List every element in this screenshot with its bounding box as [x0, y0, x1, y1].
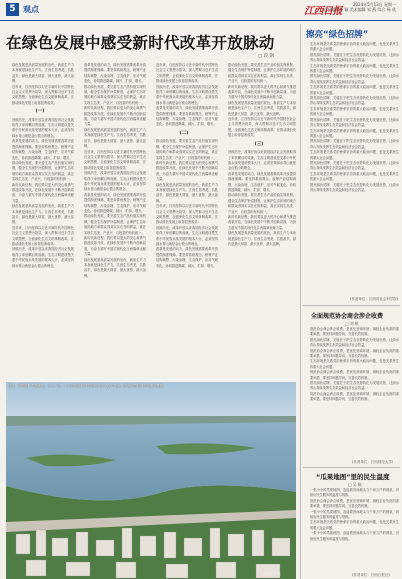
paragraph: 绿色发展是高质量发展的底色，新质生产力本身就是绿色生产力。江西生态秀美，名胜甚多，绿色是最大财富、最大优势、最大品牌。	[12, 63, 74, 84]
paragraph: 回顾历史，改革开放以来我国经济社会发展取得了举世瞩目的成就。生态文明建设是关系中华民族永续发展的根本大计，必须坚持绿水青山就是金山银山的理念。	[12, 117, 74, 138]
editor-text: 责任编辑 张 颖 美术编辑 邹 燕 综合 杨 欣	[321, 7, 396, 12]
paragraph: 近年来，江西坚持以习近平新时代中国特色社会主义思想为指导，深入贯彻习近平生态文明思想，全面深化生态文明体制改革，在推动绿色发展上取得显著成效。	[228, 117, 296, 138]
paragraph: 生态环境是关系党的使命宗旨的重大政治问题，也是关系民生的重大社会问题。	[310, 85, 399, 95]
article-column-3	[150, 63, 218, 379]
article-column-1	[6, 63, 74, 379]
right-bottom-title: “瓜果地图”里的民生温度	[316, 473, 390, 481]
paragraph: 推动绿色发展，要完善生态产品价值实现机制，健全生态保护补偿制度，让保护生态环境的地方和群众得到实实在在的利益，真正实现生态美、产业兴、百姓富的有机统一。	[84, 84, 146, 105]
paper-logo: 江西日报	[304, 6, 342, 17]
page-header	[0, 0, 402, 21]
paragraph: 擦亮绿色招牌，关键在于把生态优势转化为发展优势，让绿水青山持续发挥生态效益和经济社会效益。	[310, 160, 399, 171]
right-mid-title: 全面规范协会商会涉企收费	[311, 313, 384, 320]
paragraph: 绿色发展是高质量发展的底色，新质生产力本身就是绿色生产力。江西生态秀美，名胜甚多，绿色是最大财富、最大优势、最大品牌。	[12, 204, 74, 225]
paragraph: 回顾历史，改革开放以来我国经济社会发展取得了举世瞩目的成就。生态文明建设是关系中华民族永续发展的根本大计，必须坚持绿水青山就是金山银山的理念。	[12, 247, 74, 268]
date-line	[322, 2, 396, 12]
right-mid-byline: □ 刘 敏	[345, 321, 359, 326]
paragraph: 近年来，江西坚持以习近平新时代中国特色社会主义思想为指导，深入贯彻习近平生态文明思想，全面深化生态文明体制改革，在推动绿色发展上取得显著成效。	[156, 63, 218, 84]
paragraph: 绿色发展是高质量发展的底色，新质生产力本身就是绿色生产力。江西生态秀美，名胜甚多，绿色是最大财富、最大优势、最大品牌。	[228, 231, 296, 246]
paragraph: 推动绿色发展，要完善生态产品价值实现机制，健全生态保护补偿制度，让保护生态环境的地方和群众得到实实在在的利益，真正实现生态美、产业兴、百姓富的有机统一。	[228, 63, 296, 84]
paragraph: 回顾历史，改革开放以来我国经济社会发展取得了举世瞩目的成就。生态文明建设是关系中华民族永续发展的根本大计，必须坚持绿水青山就是金山银山的理念。	[156, 225, 218, 246]
main-byline: □ 段 钢	[258, 54, 275, 59]
article-column-2	[78, 63, 146, 379]
section-divider	[303, 305, 400, 306]
page-number: 5	[6, 3, 19, 16]
paragraph: 绿色发展是高质量发展的底色，新质生产力本身就是绿色生产力。江西生态秀美，名胜甚多，绿色是最大财富、最大优势、最大品牌。	[156, 182, 218, 203]
paragraph: 生态环境是关系党的使命宗旨的重大政治问题，也是关系民生的重大社会问题。	[310, 171, 399, 182]
paragraph: 生态环境是关系党的使命宗旨的重大政治问题，也是关系民生的重大社会问题。	[310, 42, 399, 52]
paragraph: 生态环境是关系党的使命宗旨的重大政治问题，也是关系民生的重大社会问题。	[310, 128, 399, 138]
paragraph: 改革是发展的动力，绿色发展需要改革开放提供制度保障。要坚持系统观念，统筹产业结构调整、污染治理、生态保护、应对气候变化，协同推进降碳、减污、扩绿、增长。	[156, 106, 218, 127]
paragraph: 新时代新征程，我们要以更大的决心和勇气推进改革开放，在绿色发展中不断开创新局面，为奋力谱写中国式现代化江西篇章贡献力量。	[12, 182, 74, 203]
article-column-4	[222, 63, 296, 379]
paragraph: 规范协会商会涉企收费，是优化营商环境、减轻企业负担的重要举措，要坚持问题导向，完善长效机制。	[310, 391, 399, 402]
paragraph: 擦亮绿色招牌，关键在于把生态优势转化为发展优势，让绿水青山持续发挥生态效益和经济社会效益。	[310, 96, 399, 106]
paragraph: 擦亮绿色招牌，关键在于把生态优势转化为发展优势，让绿水青山持续发挥生态效益和经济社会效益。	[310, 337, 399, 348]
paragraph: 擦亮绿色招牌，关键在于把生态优势转化为发展优势，让绿水青山持续发挥生态效益和经济社会效益。	[310, 52, 399, 63]
paragraph: 近年来，江西坚持以习近平新时代中国特色社会主义思想为指导，深入贯彻习近平生态文明思想，全面深化生态文明体制改革，在推动绿色发展上取得显著成效。	[156, 204, 218, 225]
subhead: (一)	[35, 109, 45, 115]
right-mid-body	[304, 327, 399, 457]
paragraph: 绿色发展是高质量发展的底色，新质生产力本身就是绿色生产力。江西生态秀美，名胜甚多，绿色是最大财富、最大优势、最大品牌。	[84, 127, 146, 149]
paragraph: 规范协会商会涉企收费，是优化营商环境、减轻企业负担的重要举措，要坚持问题导向，完善长效机制。	[310, 327, 399, 337]
right-top-title: 擦亮“绿色招牌”	[306, 30, 369, 40]
paragraph: 擦亮绿色招牌，关键在于把生态优势转化为发展优势，让绿水青山持续发挥生态效益和经济社会效益。	[310, 139, 399, 149]
section-divider	[303, 467, 400, 468]
photo-credit: 本报记者 摄	[262, 572, 281, 576]
paragraph: 回顾历史，改革开放以来我国经济社会发展取得了举世瞩目的成就。生态文明建设是关系中华民族永续发展的根本大计，必须坚持绿水青山就是金山银山的理念。	[156, 84, 218, 105]
paragraph: 改革是发展的动力，绿色发展需要改革开放提供制度保障。要坚持系统观念，统筹产业结构调整、污染治理、生态保护、应对气候变化，协同推进降碳、减污、扩绿、增长。	[84, 63, 146, 84]
paragraph: 推动绿色发展，要完善生态产品价值实现机制，健全生态保护补偿制度，让保护生态环境的地方和群众得到实实在在的利益，真正实现生态美、产业兴、百姓富的有机统一。	[156, 139, 218, 160]
right-bottom-byline: □ 吴 颖	[348, 482, 362, 487]
column-divider	[300, 24, 301, 579]
right-top-credit: (作者单位：江西省社会科学院)	[350, 297, 399, 301]
photo-caption: 近日，鄱阳湖畔生态秀美，水天一色，人与自然和谐共生的画面令人心旷神怡。图为航拍的城市与湖泊景观。	[8, 384, 167, 388]
paragraph: 生态环境是关系党的使命宗旨的重大政治问题，也是关系民生的重大社会问题。	[310, 106, 399, 117]
paragraph: 规范协会商会涉企收费，是优化营商环境、减轻企业负担的重要举措，要坚持问题导向，完善长效机制。	[310, 348, 399, 359]
paragraph: 推动绿色发展，要完善生态产品价值实现机制，健全生态保护补偿制度，让保护生态环境的地方和群众得到实实在在的利益，真正实现生态美、产业兴、百姓富的有机统一。	[228, 193, 296, 214]
paragraph: 推动绿色发展，要完善生态产品价值实现机制，健全生态保护补偿制度，让保护生态环境的地方和群众得到实实在在的利益，真正实现生态美、产业兴、百姓富的有机统一。	[84, 214, 146, 235]
paragraph: 生态环境是关系党的使命宗旨的重大政治问题，也是关系民生的重大社会问题。	[310, 150, 399, 160]
paragraph: 近年来，江西坚持以习近平新时代中国特色社会主义思想为指导，深入贯彻习近平生态文明思想，全面深化生态文明体制改革，在推动绿色发展上取得显著成效。	[12, 225, 74, 246]
aerial-photo	[6, 382, 296, 579]
subhead: (三)	[254, 141, 264, 147]
paragraph: 新时代新征程，我们要以更大的决心和勇气推进改革开放，在绿色发展中不断开创新局面，为奋力谱写中国式现代化江西篇章贡献力量。	[228, 84, 296, 100]
paragraph: 擦亮绿色招牌，关键在于把生态优势转化为发展优势，让绿水青山持续发挥生态效益和经济社会效益。	[310, 182, 399, 192]
section-name: 观点	[23, 5, 39, 14]
paragraph: 一张小小的瓜果地图，连接着田间地头与千家万户的餐桌，折射出民生服务的温度与细致。	[310, 509, 399, 520]
paragraph: 新时代新征程，我们要以更大的决心和勇气推进改革开放，在绿色发展中不断开创新局面，为奋力谱写中国式现代化江西篇章贡献力量。	[156, 160, 218, 182]
paragraph: 回顾历史，改革开放以来我国经济社会发展取得了举世瞩目的成就。生态文明建设是关系中华民族永续发展的根本大计，必须坚持绿水青山就是金山银山的理念。	[228, 150, 296, 171]
paragraph: 回顾历史，改革开放以来我国经济社会发展取得了举世瞩目的成就。生态文明建设是关系中华民族永续发展的根本大计，必须坚持绿水青山就是金山银山的理念。	[84, 171, 146, 192]
right-top-body	[304, 42, 399, 294]
main-headline: 在绿色发展中感受新时代改革开放脉动	[6, 34, 275, 52]
right-bottom-credit: (作者单位：江西日报社)	[352, 573, 390, 577]
paragraph: 新时代新征程，我们要以更大的决心和勇气推进改革开放，在绿色发展中不断开创新局面，为奋力谱写中国式现代化江西篇章贡献力量。	[84, 236, 146, 257]
paragraph: 生态环境是关系党的使命宗旨的重大政治问题，也是关系民生的重大社会问题。	[310, 63, 399, 74]
aerial-photo-illustration	[6, 382, 296, 579]
paragraph: 推动绿色发展，要完善生态产品价值实现机制，健全生态保护补偿制度，让保护生态环境的地方和群众得到实实在在的利益，真正实现生态美、产业兴、百姓富的有机统一。	[12, 160, 74, 182]
paragraph: 擦亮绿色招牌，关键在于把生态优势转化为发展优势，让绿水青山持续发挥生态效益和经济社会效益。	[310, 74, 399, 84]
subhead: (二)	[179, 130, 189, 136]
paragraph: 新时代新征程，我们要以更大的决心和勇气推进改革开放，在绿色发展中不断开创新局面，为奋力谱写中国式现代化江西篇章贡献力量。	[228, 214, 296, 230]
paragraph: 改革是发展的动力，绿色发展需要改革开放提供制度保障。要坚持系统观念，统筹产业结构调整、污染治理、生态保护、应对气候变化，协同推进降碳、减污、扩绿、增长。	[84, 192, 146, 213]
paragraph: 生态环境是关系党的使命宗旨的重大政治问题，也是关系民生的重大社会问题。	[310, 520, 399, 530]
right-bottom-body	[304, 488, 399, 572]
paragraph: 擦亮绿色招牌，关键在于把生态优势转化为发展优势，让绿水青山持续发挥生态效益和经济社会效益。	[310, 381, 399, 391]
date-text: 2024年5月13日 星期一	[352, 2, 396, 7]
paragraph: 新时代新征程，我们要以更大的决心和勇气推进改革开放，在绿色发展中不断开创新局面，为奋力谱写中国式现代化江西篇章贡献力量。	[84, 106, 146, 127]
right-mid-credit: (作者单位：江西财经大学)	[352, 460, 394, 464]
paragraph: 近年来，江西坚持以习近平新时代中国特色社会主义思想为指导，深入贯彻习近平生态文明思想，全面深化生态文明体制改革，在推动绿色发展上取得显著成效。	[84, 149, 146, 170]
paragraph: 一张小小的瓜果地图，连接着田间地头与千家万户的餐桌，折射出民生服务的温度与细致。	[310, 531, 399, 541]
paragraph: 生态环境是关系党的使命宗旨的重大政治问题，也是关系民生的重大社会问题。	[310, 359, 399, 369]
paragraph: 近年来，江西坚持以习近平新时代中国特色社会主义思想为指导，深入贯彻习近平生态文明思想，全面深化生态文明体制改革，在推动绿色发展上取得显著成效。	[12, 84, 74, 105]
paragraph: 改革是发展的动力，绿色发展需要改革开放提供制度保障。要坚持系统观念，统筹产业结构调整、污染治理、生态保护、应对气候变化，协同推进降碳、减污、扩绿、增长。	[12, 139, 74, 160]
paragraph: 规范协会商会涉企收费，是优化营商环境、减轻企业负担的重要举措，要坚持问题导向，完善长效机制。	[310, 370, 399, 380]
paragraph: 规范协会商会涉企收费，是优化营商环境、减轻企业负担的重要举措，要坚持问题导向，完善长效机制。	[310, 498, 399, 509]
paragraph: 一张小小的瓜果地图，连接着田间地头与千家万户的餐桌，折射出民生服务的温度与细致。	[310, 488, 399, 498]
paragraph: 绿色发展是高质量发展的底色，新质生产力本身就是绿色生产力。江西生态秀美，名胜甚多，绿色是最大财富、最大优势、最大品牌。	[84, 257, 146, 278]
paragraph: 擦亮绿色招牌，关键在于把生态优势转化为发展优势，让绿水青山持续发挥生态效益和经济社会效益。	[310, 117, 399, 128]
paragraph: 改革是发展的动力，绿色发展需要改革开放提供制度保障。要坚持系统观念，统筹产业结构调整、污染治理、生态保护、应对气候变化，协同推进降碳、减污、扩绿、增长。	[156, 247, 218, 268]
paragraph: 绿色发展是高质量发展的底色，新质生产力本身就是绿色生产力。江西生态秀美，名胜甚多，绿色是最大财富、最大优势、最大品牌。	[228, 100, 296, 116]
paragraph: 改革是发展的动力，绿色发展需要改革开放提供制度保障。要坚持系统观念，统筹产业结构调整、污染治理、生态保护、应对气候变化，协同推进降碳、减污、扩绿、增长。	[228, 171, 296, 192]
